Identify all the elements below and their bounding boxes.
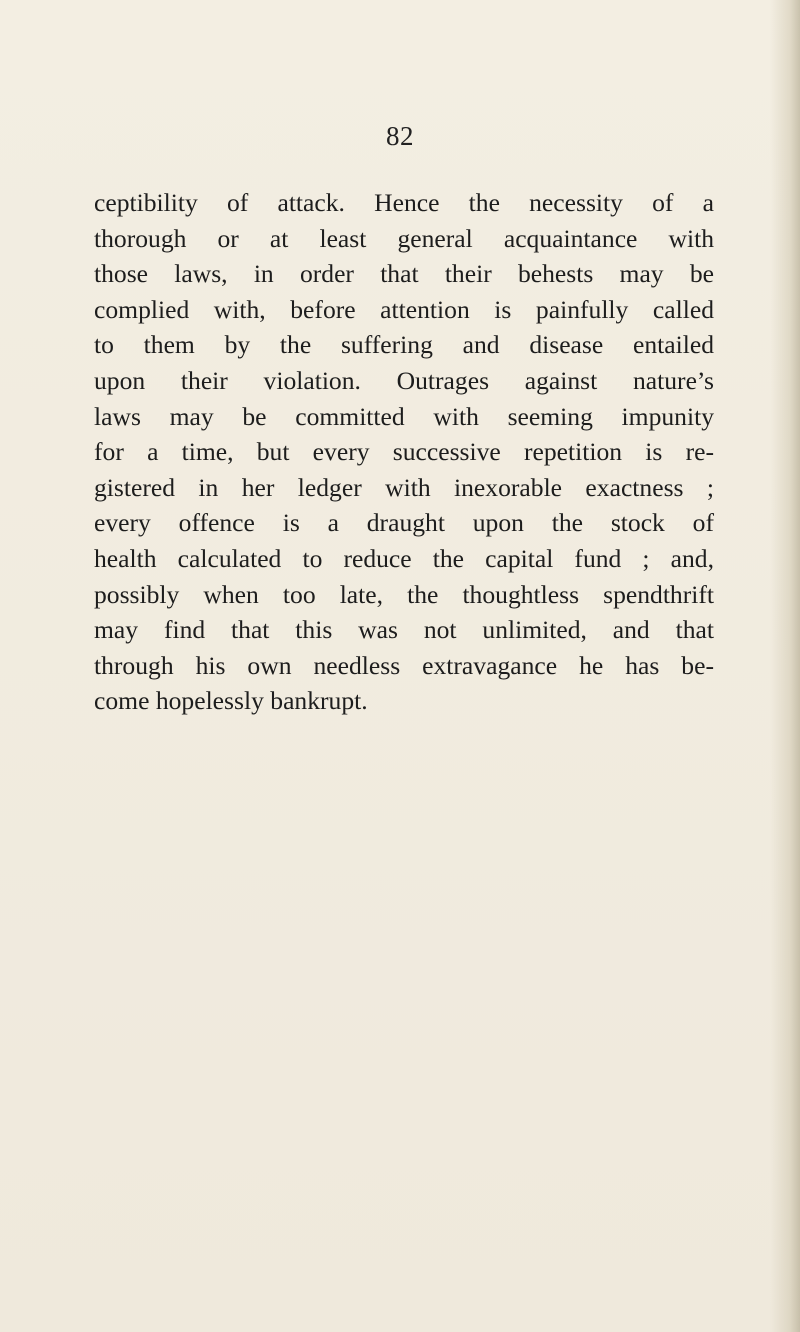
text-line: ceptibility of attack. Hence the necessity of a (94, 188, 714, 217)
text-line: complied with, before attention is painfully called (94, 294, 714, 324)
text-line: those laws, in order that their behests may be (94, 259, 714, 289)
text-line: every offence is a draught upon the stock of (94, 508, 714, 538)
text-line: laws may be committed with seeming impunity (94, 401, 714, 431)
text-line: to them by the suffering and disease entailed (94, 330, 714, 360)
page-number: 82 (386, 121, 414, 151)
text-line: may find that this was not unlimited, and that (94, 615, 714, 645)
text-line: for a time, but every successive repetition is re- (94, 437, 714, 467)
text-line: come hopelessly bankrupt. (94, 686, 368, 716)
text-line: possibly when too late, the thoughtless spendthrift (94, 579, 714, 609)
text-line: gistered in her ledger with inexorable exactness ; (94, 472, 714, 502)
text-line: through his own needless extravagance he has be- (94, 650, 714, 680)
text-line: health calculated to reduce the capital fund ; and, (94, 543, 714, 573)
body-text (94, 185, 714, 719)
text-line: upon their violation. Outrages against nature’s (94, 365, 714, 395)
text-line: thorough or at least general acquaintance with (94, 223, 714, 253)
